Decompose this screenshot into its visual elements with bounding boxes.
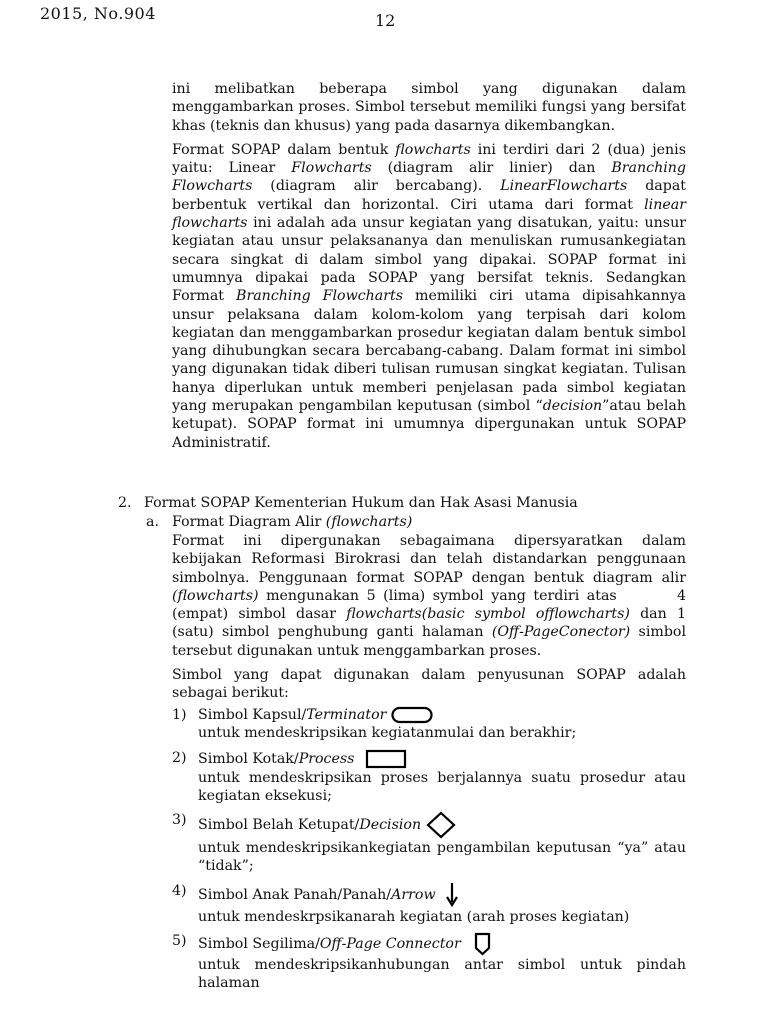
symbol-list xyxy=(172,706,686,993)
list-item: 3) Simbol Belah Ketupat/Decision untuk mendeskripsikankegiatan pengambilan keputusan “ya” atau “tidak”; xyxy=(172,812,686,875)
off-page-connector-icon xyxy=(473,932,493,956)
body-text-top xyxy=(172,80,686,452)
paragraph-4: Simbol yang dapat digunakan dalam penyusunan SOPAP adalah sebagai berikut: xyxy=(172,667,686,702)
decision-icon xyxy=(426,811,456,839)
subsection-a-heading xyxy=(146,513,686,531)
body-text-format xyxy=(172,532,691,703)
document-number: 2015, No.904 xyxy=(40,4,156,23)
list-item: 5) Simbol Segilima/Off-Page Connector untuk mendeskripsikanhubungan antar simbol untuk pindah halaman xyxy=(172,933,686,992)
process-icon xyxy=(365,749,411,769)
subsection-title: Format Diagram Alir (flowcharts) xyxy=(172,514,413,530)
list-item: 4) Simbol Anak Panah/Panah/Arrow untuk mendeskrpsikanarah kegiatan (arah proses kegiatan) xyxy=(172,882,630,925)
arrow-icon xyxy=(444,882,460,908)
paragraph-1: ini melibatkan beberapa simbol yang digunakan dalam menggambarkan proses. Simbol tersebut memiliki fungsi yang bersifat khas (teknis dan khusus) yang pada dasarnya dikembangkan. xyxy=(172,81,686,134)
section-number: 2. xyxy=(118,495,132,511)
section-2-heading xyxy=(118,494,688,512)
subsection-letter: a. xyxy=(146,514,159,530)
list-item: 2) Simbol Kotak/Process untuk mendeskripsikan proses berjalannya suatu prosedur atau kegiatan eksekusi; xyxy=(172,749,686,804)
list-item: 1) Simbol Kapsul/Terminator untuk mendeskripsikan kegiatanmulai dan berakhir; xyxy=(172,707,577,742)
terminator-icon xyxy=(391,706,433,724)
paragraph-3: Format ini dipergunakan sebagaimana dipersyaratkan dalam kebijakan Reformasi Birokrasi dan telah distandarkan penggunaan simbolnya. Penggunaan format SOPAP dengan bentuk diagram alir (flowcharts) mengunakan 5 (lima) symbol yang terdiri atas 4 (empat) simbol dasar flowcharts(basic symbol offlowcharts) dan 1 (satu) simbol penghubung ganti halaman (Off-PageConector) simbol tersebut digunakan untuk menggambarkan proses. xyxy=(172,533,691,659)
page-number: 12 xyxy=(375,11,396,30)
section-title: Format SOPAP Kementerian Hukum dan Hak Asasi Manusia xyxy=(144,495,578,511)
paragraph-2: Format SOPAP dalam bentuk flowcharts ini terdiri dari 2 (dua) jenis yaitu: Linear Flowcharts (diagram alir linier) dan Branching Flowcharts (diagram alir bercabang). LinearFlowcharts dapat berbentuk vertikal dan horizontal. Ciri utama dari format linear flowcharts ini adalah ada unsur kegiatan yang disatukan, yaitu: unsur kegiatan atau unsur pelaksananya dan menuliskan rumusankegiatan secara singkat di dalam simbol yang dipakai. SOPAP format ini umumnya dipakai pada SOPAP yang bersifat teknis. Sedangkan Format Branching Flowcharts memiliki ciri utama dipisahkannya unsur pelaksana dalam kolom-kolom yang terpisah dari kolom kegiatan dan menggambarkan prosedur kegiatan dalam bentuk simbol yang dihubungkan secara bercabang-cabang. Dalam format ini simbol yang digunakan tidak diberi tulisan rumusan singkat kegiatan. Tulisan hanya diperlukan untuk memberi penjelasan pada simbol kegiatan yang merupakan pengambilan keputusan (simbol “decision”atau belah ketupat). SOPAP format ini umumnya dipergunakan untuk SOPAP Administratif. xyxy=(172,141,686,451)
